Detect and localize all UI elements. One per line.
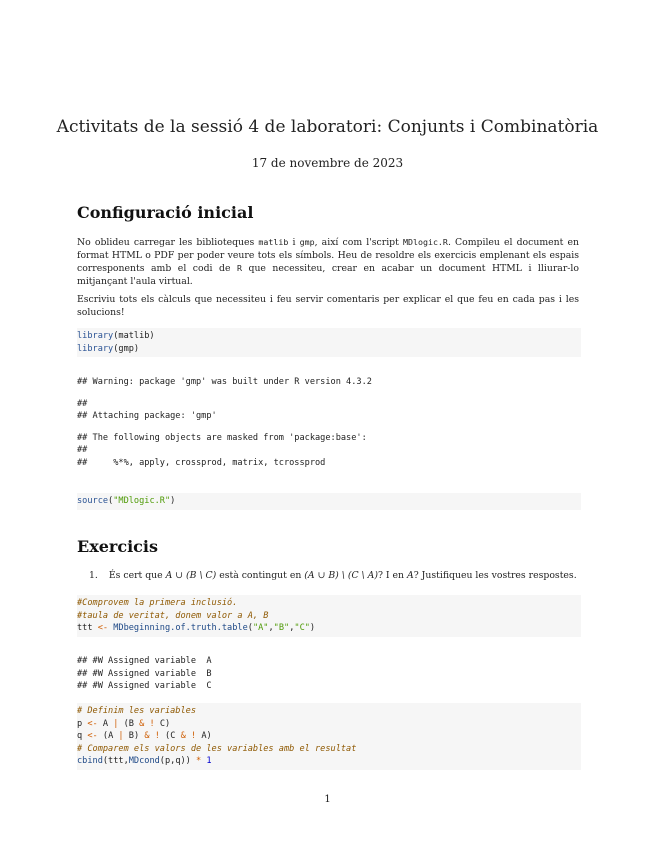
code-text: q <box>77 731 88 742</box>
code-string: "B" <box>273 623 290 634</box>
code-line <box>77 495 581 508</box>
code-operator: <- <box>97 623 109 634</box>
code-text: A <box>97 718 114 729</box>
code-punct: ( <box>247 623 253 634</box>
code-function: source <box>77 496 109 506</box>
output-line: ## #W Assigned variable A <box>77 656 212 666</box>
code-line <box>77 730 581 743</box>
output-line: ## <box>77 398 88 409</box>
inline-code-mdlogic: MDlogic.R <box>402 237 448 247</box>
code-line <box>77 343 581 356</box>
code-text: p <box>77 718 88 729</box>
code-number: 1 <box>206 756 212 767</box>
output-line: ## Attaching package: 'gmp' <box>77 411 217 422</box>
code-args: (ttt, <box>102 756 129 767</box>
output-line: ## <box>77 445 88 456</box>
code-string: "MDlogic.R" <box>113 496 171 506</box>
code-punct: ( <box>108 496 114 506</box>
code-operator: <- <box>87 731 98 742</box>
output-line <box>77 389 581 398</box>
text-run: que necessiteu, crear en acabar un document HTML i lliurar-lo mitjançant l'aula virtual. <box>77 263 579 287</box>
section-heading-config: Configuració inicial <box>77 203 254 222</box>
output-line: ## The following objects are masked from 'package:base': <box>77 432 367 443</box>
inline-code-r: R <box>236 263 242 274</box>
code-comment: #Comprovem la primera inclusió. <box>77 598 238 608</box>
code-operator: | <box>118 731 124 742</box>
code-punct: ) <box>170 496 176 506</box>
output-block-libraries <box>77 376 581 470</box>
math-expression: (A ∪ B) \ (C \ A) <box>304 570 378 581</box>
math-expression: A <box>406 570 414 581</box>
output-line: ## %*%, apply, crossprod, matrix, tcrossprod <box>77 457 326 468</box>
exercise-item-1 <box>89 570 589 583</box>
code-string: "C" <box>294 623 310 634</box>
code-function: cbind <box>77 756 103 767</box>
code-args: (gmp) <box>113 343 140 354</box>
code-comment: # Comparem els valors de les variables amb el resultat <box>77 743 357 754</box>
code-operator: <- <box>87 718 98 729</box>
output-line: ## Warning: package 'gmp' was built under R version 4.3.2 <box>77 377 372 387</box>
code-block-truth-table <box>77 595 581 637</box>
code-args: (p,q)) <box>159 756 197 767</box>
code-operator: ! <box>154 731 160 742</box>
code-text: (A <box>97 731 119 742</box>
math-expression: A ∪ (B \ C) <box>165 570 217 581</box>
code-operator: ! <box>149 718 155 729</box>
config-paragraph-2: Escriviu tots els càlculs que necessiteu i feu servir comentaris per explicar el que feu en cada pas i les solucions! <box>77 294 579 318</box>
section-heading-exercises: Exercicis <box>77 537 158 556</box>
code-comment: # Definim les variables <box>77 706 196 716</box>
output-line: ## #W Assigned variable B <box>77 668 212 679</box>
code-operator: & <box>139 718 145 729</box>
code-function: MDbeginning.of.truth.table <box>108 623 248 634</box>
code-block-libraries <box>77 328 581 357</box>
page-number: 1 <box>324 794 331 805</box>
code-operator: & <box>180 731 186 742</box>
code-text: ttt <box>77 623 98 634</box>
code-block-source <box>77 493 581 510</box>
code-text: (B <box>118 718 140 729</box>
text-run: està contingut en <box>216 570 305 581</box>
code-function: library <box>77 343 114 354</box>
list-number: 1. <box>89 570 98 581</box>
code-line <box>77 718 581 731</box>
code-text: A) <box>196 731 212 742</box>
code-punct: ) <box>309 623 316 634</box>
code-line <box>77 622 581 635</box>
code-string: "A" <box>252 623 269 634</box>
output-line: ## #W Assigned variable C <box>77 681 212 692</box>
config-paragraph-1 <box>77 236 579 288</box>
document-title: Activitats de la sessió 4 de laboratori: Conjunts i Combinatòria <box>56 117 599 137</box>
code-comment: #taula de veritat, donem valor a A, B <box>77 610 269 621</box>
text-run: ? I en <box>377 570 407 581</box>
text-run: És cert que <box>108 570 166 581</box>
code-line <box>77 755 581 768</box>
code-operator: ! <box>190 731 197 742</box>
code-operator: * <box>196 756 202 767</box>
output-block-variables <box>77 655 581 693</box>
document-date: 17 de novembre de 2023 <box>251 156 404 170</box>
output-line <box>77 423 581 432</box>
inline-code-gmp: gmp <box>299 237 315 247</box>
text-run: i <box>288 237 300 248</box>
code-line <box>77 330 581 343</box>
code-punct: , <box>268 623 274 634</box>
code-operator: & <box>144 731 150 742</box>
text-run: , així com l'script <box>314 237 403 248</box>
code-text: B) <box>123 731 145 742</box>
inline-code-matlib: matlib <box>258 237 289 247</box>
code-block-define-vars <box>77 703 581 770</box>
code-operator: | <box>113 718 119 729</box>
text-run: No oblideu carregar les biblioteques <box>77 237 259 248</box>
text-run: . Compileu el document en format HTML o PDF per poder veure tots els símbols. Heu de resoldre els exercicis emplenant els espais corresponents amb el codi de <box>77 237 579 275</box>
code-text: C) <box>154 718 171 729</box>
code-function: library <box>77 331 114 341</box>
text-run: ? Justifiqueu les vostres respostes. <box>413 570 577 581</box>
code-text: (C <box>159 731 181 742</box>
code-args: (matlib) <box>113 331 155 341</box>
code-punct: , <box>289 623 295 634</box>
code-function: MDcond <box>128 756 160 767</box>
